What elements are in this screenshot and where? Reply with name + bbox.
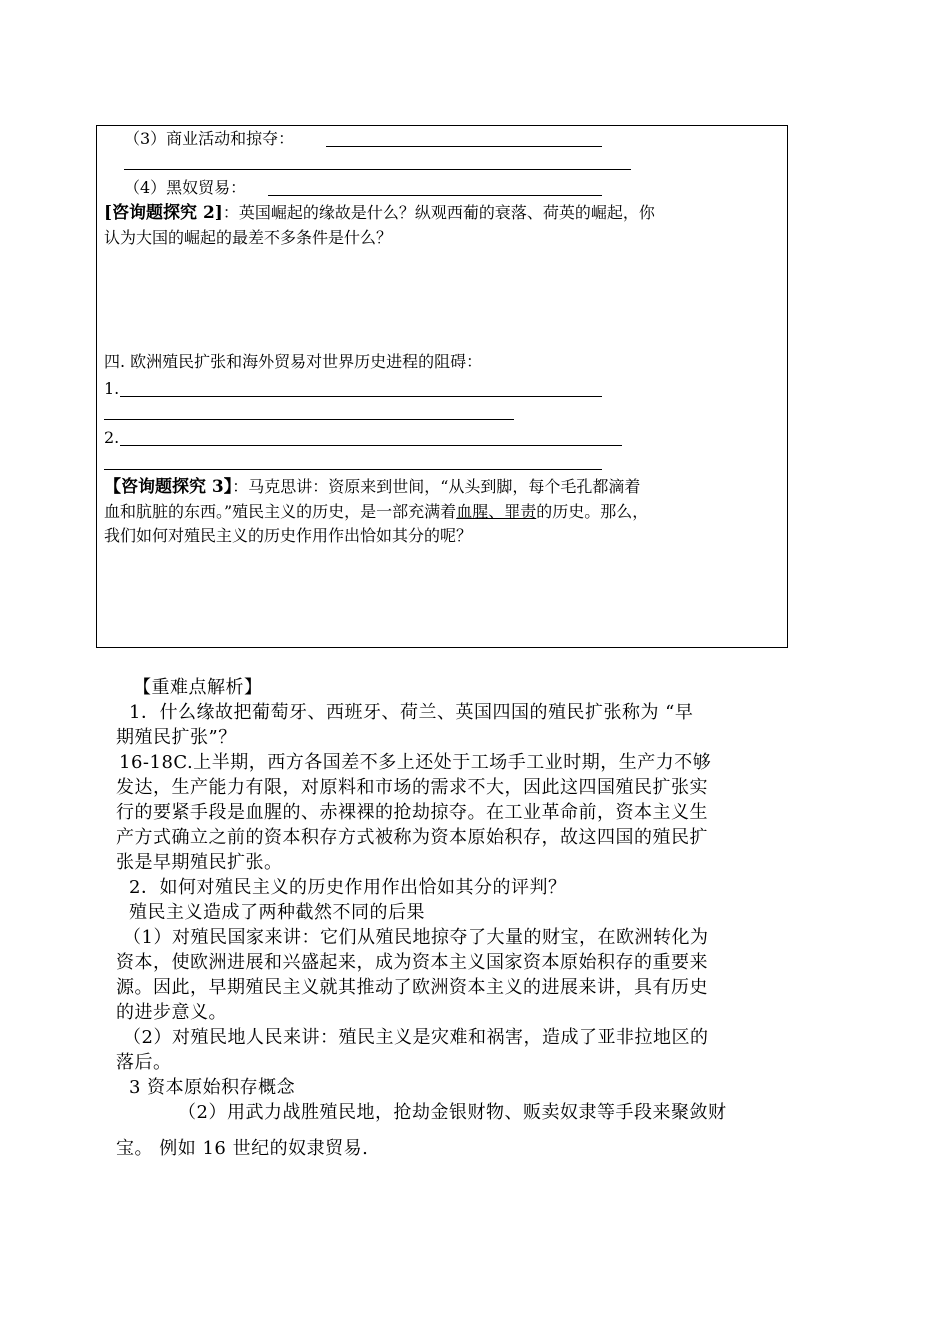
section4-item1-label: 1. — [104, 379, 120, 398]
question3-text: ：马克思讲：资原来到世间，“从头到脚，每个毛孔都滴着 — [232, 477, 641, 496]
question3-text-2c: 的历史。那么， — [536, 502, 649, 521]
item3-answer-line-2[interactable] — [124, 169, 631, 170]
item4-answer-line[interactable] — [268, 195, 602, 196]
analysis-p2-line5: 张是早期殖民扩张。 — [116, 852, 283, 873]
question3-line3: 我们如何对殖民主义的历史作用作出恰如其分的呢？ — [104, 526, 473, 545]
analysis-p2-line2: 发达，生产能力有限，对原料和市场的需求不大，因此这四国殖民扩张实 — [116, 777, 708, 798]
question3-text-2a: 血和肮脏的东西。”殖民主义的历史，是一部充满着 — [104, 502, 457, 521]
analysis-p3-line1: 2．如何对殖民主义的历史作用作出恰如其分的评判？ — [129, 877, 567, 898]
analysis-p8-line2: 宝。 例如 16 世纪的奴隶贸易. — [116, 1138, 369, 1159]
question3-line1 — [104, 477, 640, 497]
analysis-p7-line1: 3 资本原始积存概念 — [129, 1077, 296, 1098]
section4-title: 四. 欧洲殖民扩张和海外贸易对世界历史进程的阻碍： — [104, 352, 483, 371]
section4-item2-line-2[interactable] — [104, 469, 602, 470]
analysis-p1-line2: 期殖民扩张”？ — [116, 727, 237, 748]
section4-item2-line[interactable] — [120, 445, 622, 446]
item3-answer-line[interactable] — [326, 146, 602, 147]
analysis-p2-line1: 16-18C.上半期，西方各国差不多上还处于工场手工业时期，生产力不够 — [119, 752, 712, 773]
section4-item2-label: 2. — [104, 428, 120, 447]
section4-item1-line[interactable] — [120, 396, 602, 397]
item3-label: （3）商业活动和掠夺： — [124, 129, 295, 148]
analysis-p2-line4: 产方式确立之前的资本积存方式被称为资本原始积存，故这四国的殖民扩 — [116, 827, 708, 848]
analysis-title: 【重难点解析】 — [133, 677, 263, 698]
analysis-p5-line1: （1）对殖民国家来讲：它们从殖民地掠夺了大量的财宝，在欧洲转化为 — [123, 927, 709, 948]
question2-line2: 认为大国的崛起的最差不多条件是什么？ — [104, 228, 393, 247]
analysis-p4-line1: 殖民主义造成了两种截然不同的后果 — [129, 902, 425, 923]
analysis-p5-line4: 的进步意义。 — [116, 1002, 227, 1023]
section4-item1-line-2[interactable] — [104, 419, 514, 420]
question2-heading: [咨询题探究 2] — [104, 203, 223, 223]
question2-line1 — [104, 203, 655, 223]
analysis-p8-line1: （2）用武力战胜殖民地，抢劫金银财物、贩卖奴隶等手段来聚敛财 — [178, 1102, 727, 1123]
question2-text: ：英国崛起的缘故是什么？纵观西葡的衰落、荷英的崛起，你 — [222, 203, 655, 222]
analysis-p6-line2: 落后。 — [116, 1052, 172, 1073]
question3-heading: 【咨询题探究 3】 — [104, 477, 233, 497]
item4-label: （4）黑奴贸易： — [124, 178, 247, 197]
analysis-p6-line1: （2）对殖民地人民来讲：殖民主义是灾难和祸害，造成了亚非拉地区的 — [123, 1027, 709, 1048]
analysis-p1-line1: 1．什么缘故把葡萄牙、西班牙、荷兰、英国四国的殖民扩张称为 “早 — [129, 702, 694, 723]
analysis-p5-line2: 资本，使欧洲进展和兴盛起来，成为资本主义国家资本原始积存的重要来 — [116, 952, 708, 973]
analysis-p2-line3: 行的要紧手段是血腥的、赤裸裸的抢劫掠夺。在工业革命前，资本主义生 — [116, 802, 708, 823]
question3-underlined: 血腥、罪责 — [456, 502, 537, 521]
question3-line2 — [104, 502, 648, 522]
analysis-p5-line3: 源。因此，早期殖民主义就其推动了欧洲资本主义的进展来讲，具有历史 — [116, 977, 708, 998]
